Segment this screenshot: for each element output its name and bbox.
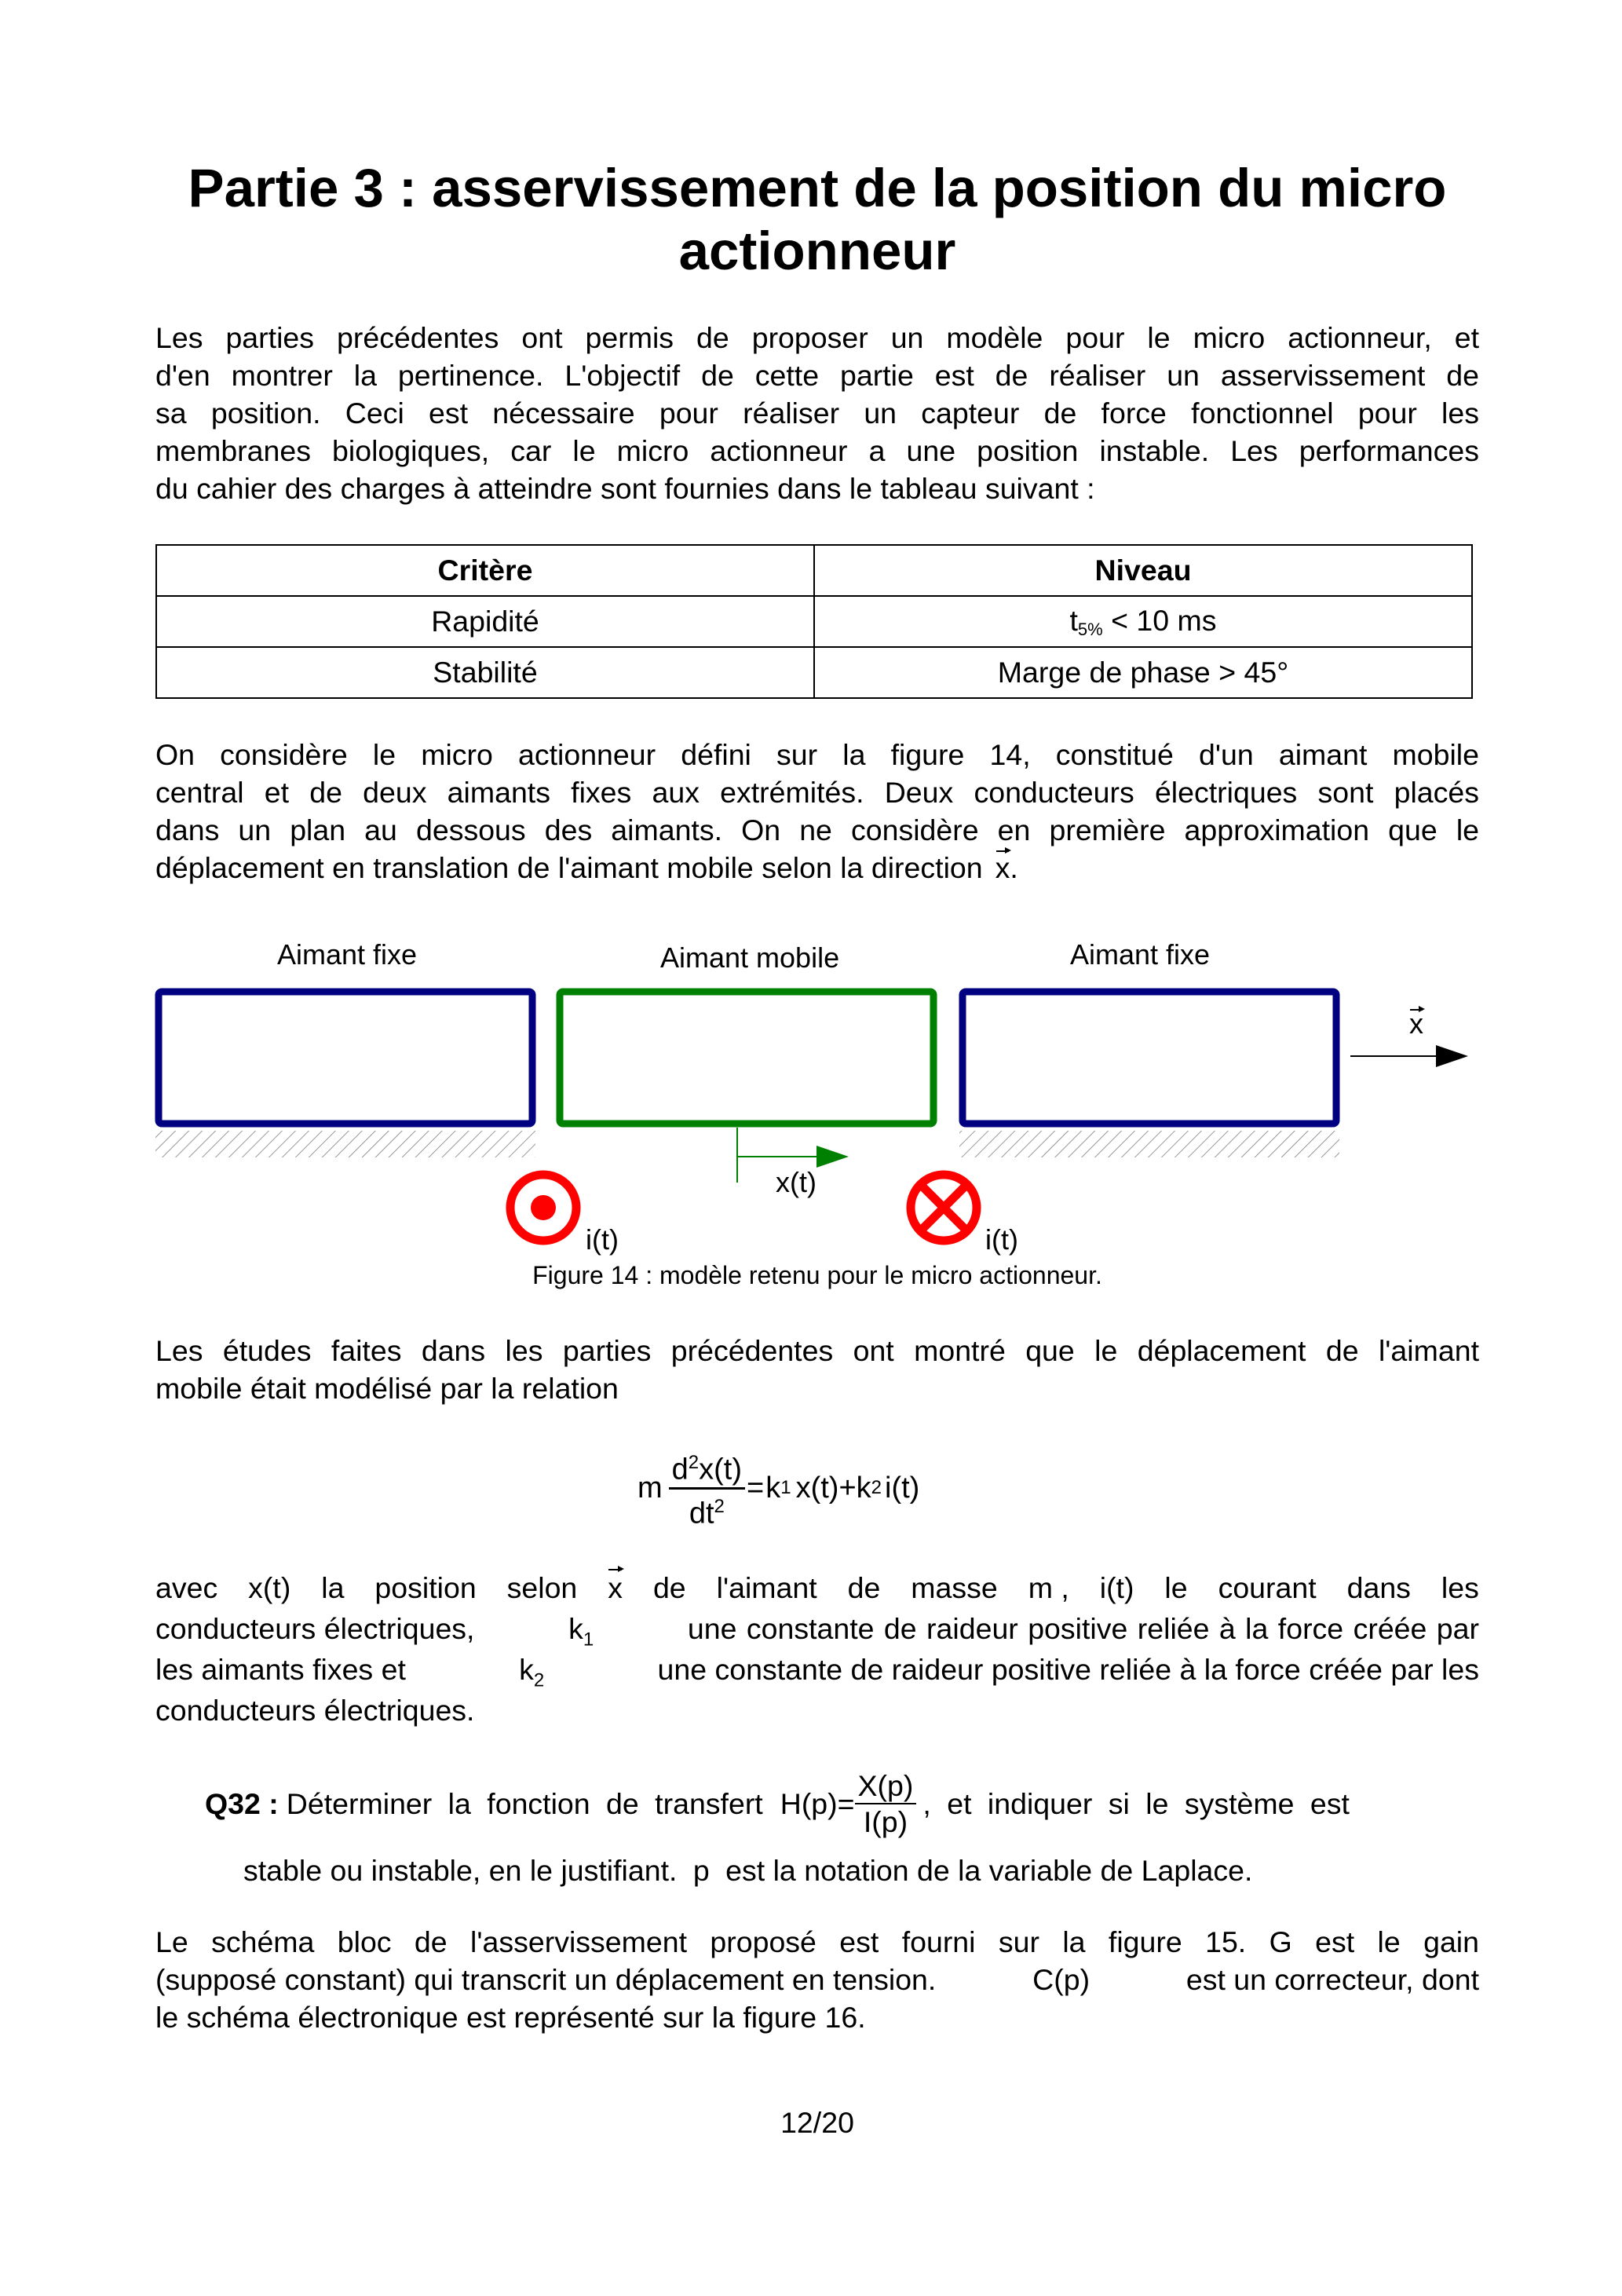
subscript: 2	[533, 1669, 545, 1691]
description-paragraph	[155, 736, 1479, 887]
eq-equals: =	[747, 1471, 765, 1504]
label-current-in: i(t)	[985, 1223, 1018, 1256]
niveau-value: < 10 ms	[1102, 603, 1217, 637]
block-line: le schéma électronique est représenté sur la figure 16.	[155, 2001, 866, 2034]
denominator: I(p)	[863, 1805, 908, 1838]
cell-critere: Rapidité	[156, 596, 814, 647]
intro-line: membranes biologiques, car le micro actionneur a une position instable. Les performances	[155, 434, 1479, 467]
def-line-3	[155, 1649, 1479, 1690]
text: (supposé constant) qui transcrit un déplacement en tension.	[155, 1963, 937, 1996]
table-row	[156, 647, 1472, 698]
word: de	[652, 1571, 686, 1604]
block-line-2	[155, 1961, 1479, 1998]
question-q32	[205, 1769, 1479, 1838]
desc-last-line	[155, 849, 1479, 887]
def-line-4	[155, 1690, 1479, 1731]
intro-line: Les parties précédentes ont permis de proposer un modèle pour le micro actionneur, et	[155, 321, 1479, 354]
math-m: m ,	[1028, 1571, 1069, 1604]
label-current-out: i(t)	[586, 1223, 619, 1256]
text: les aimants fixes et	[155, 1653, 406, 1686]
transfer-function-fraction	[855, 1768, 917, 1839]
studies-line: Les études faites dans les parties précédentes ont montré que le déplacement de l'aimant	[155, 1334, 1479, 1367]
text: conducteurs électriques,	[155, 1612, 475, 1645]
title-line-2: actionneur	[678, 221, 956, 281]
eq-k1: k	[765, 1471, 781, 1504]
eq-second-derivative	[669, 1446, 745, 1530]
word: le	[1164, 1571, 1188, 1604]
table-row	[156, 596, 1472, 647]
mobile-magnet	[560, 992, 933, 1124]
desc-line: central et de deux aimants fixes aux extrémités. Deux conducteurs électriques sont placés	[155, 776, 1479, 809]
question-text: stable ou instable, en le justifiant.	[243, 1854, 678, 1887]
def-line-1	[155, 1567, 1479, 1608]
math-c-p: C(p)	[1032, 1963, 1090, 1996]
question-text: Déterminer la fonction de transfert	[286, 1786, 763, 1820]
text: une constante de raideur positive reliée à la force créée par	[687, 1612, 1479, 1645]
numerator: X(p)	[855, 1768, 917, 1804]
label-displacement: x(t)	[776, 1166, 816, 1198]
header-critere: Critère	[156, 545, 814, 596]
word: courant	[1218, 1571, 1317, 1604]
ground-hatch-right	[959, 1131, 1339, 1157]
math-p: p	[692, 1854, 710, 1887]
niveau-subscript: 5%	[1077, 619, 1103, 639]
question-q32-line2	[243, 1852, 1252, 1889]
word: masse	[911, 1571, 998, 1604]
def-line-2	[155, 1608, 1479, 1649]
math-h-p: H(p)=	[780, 1786, 855, 1820]
eq-k2-sub: 2	[871, 1477, 882, 1498]
desc-line: On considère le micro actionneur défini sur la figure 14, constitué d'un aimant mobile	[155, 738, 1479, 771]
eq-exp: 2	[714, 1495, 725, 1517]
criteria-table	[155, 544, 1473, 699]
block-diagram-paragraph	[155, 1923, 1479, 2036]
fixed-magnet-left	[159, 992, 532, 1124]
block-line: Le schéma bloc de l'asservissement proposé est fourni sur la figure 15. G est le gain	[155, 1925, 1479, 1958]
question-text: est la notation de la variable de Laplace.	[725, 1854, 1253, 1887]
motion-equation	[637, 1449, 920, 1530]
text: conducteurs électriques.	[155, 1694, 475, 1727]
word: de	[847, 1571, 881, 1604]
eq-mass: m	[637, 1471, 663, 1504]
intro-line: d'en montrer la pertinence. L'objectif de cette partie est de réaliser un asservissement de	[155, 359, 1479, 392]
displacement-arrow-head	[816, 1146, 849, 1168]
cell-critere: Stabilité	[156, 647, 814, 698]
word: avec	[155, 1571, 218, 1604]
niveau-symbol: t	[1069, 603, 1078, 637]
k: k	[568, 1612, 583, 1645]
subscript: 1	[583, 1629, 594, 1651]
vector-x: x	[1409, 1007, 1423, 1040]
ground-hatch-left	[155, 1131, 535, 1157]
vector-x: x	[995, 849, 1010, 887]
actuator-diagram	[0, 927, 1622, 1303]
studies-line: mobile était modélisé par la relation	[155, 1372, 619, 1405]
page-number: 12/20	[780, 2106, 854, 2139]
question-text: , et indiquer si le système est	[922, 1786, 1350, 1820]
fixed-magnet-right	[963, 992, 1336, 1124]
math-k2	[519, 1649, 544, 1702]
label-mobile-magnet: Aimant mobile	[660, 941, 840, 974]
word: dans	[1346, 1571, 1411, 1604]
eq-dt: dt	[689, 1497, 714, 1530]
word: la	[321, 1571, 345, 1604]
k: k	[519, 1653, 534, 1686]
eq-exp: 2	[688, 1451, 700, 1473]
text: une constante de raideur positive reliée à la force créée par les	[657, 1653, 1479, 1686]
vector-x: x	[608, 1567, 623, 1608]
axis-arrow-head	[1436, 1045, 1468, 1067]
title-line-1: Partie 3 : asservissement de la position du micro	[188, 158, 1447, 218]
label-fixed-magnet-right: Aimant fixe	[1070, 938, 1211, 971]
label-fixed-magnet-left: Aimant fixe	[277, 938, 418, 971]
eq-term2: i(t)	[885, 1471, 920, 1504]
math-x-t: x(t)	[248, 1571, 291, 1604]
eq-k1-sub: 1	[780, 1477, 791, 1498]
cell-niveau: Marge de phase > 45°	[814, 647, 1472, 698]
eq-k2: k	[856, 1471, 871, 1504]
figure-14	[0, 927, 1622, 1319]
desc-line-text: déplacement en translation de l'aimant mobile selon la direction	[155, 851, 983, 884]
period: .	[1010, 851, 1018, 884]
eq-x: x(t)	[699, 1453, 743, 1486]
intro-paragraph	[155, 319, 1479, 507]
studies-paragraph	[155, 1332, 1479, 1407]
word: les	[1441, 1571, 1479, 1604]
label-axis-x	[1409, 1007, 1423, 1040]
desc-line: dans un plan au dessous des aimants. On ne considère en première approximation que le	[155, 813, 1479, 846]
intro-line: du cahier des charges à atteindre sont fournies dans le tableau suivant :	[155, 472, 1095, 505]
table-header-row	[156, 545, 1472, 596]
page-title	[155, 157, 1479, 283]
question-id: Q32 :	[205, 1786, 279, 1820]
header-niveau: Niveau	[814, 545, 1472, 596]
word: l'aimant	[716, 1571, 817, 1604]
text: est un correcteur, dont	[1185, 1963, 1479, 1996]
word: position	[374, 1571, 477, 1604]
eq-term1: x(t)+	[795, 1471, 857, 1504]
math-i-t: i(t)	[1099, 1571, 1134, 1604]
math-k1	[568, 1608, 594, 1661]
intro-line: sa position. Ceci est nécessaire pour réaliser un capteur de force fonctionnel pour les	[155, 397, 1479, 430]
eq-d: d	[671, 1453, 689, 1486]
figure-14-caption: Figure 14 : modèle retenu pour le micro actionneur.	[532, 1261, 1102, 1289]
definitions-paragraph	[155, 1567, 1479, 1731]
word: selon	[506, 1571, 578, 1604]
cell-niveau	[814, 596, 1472, 647]
